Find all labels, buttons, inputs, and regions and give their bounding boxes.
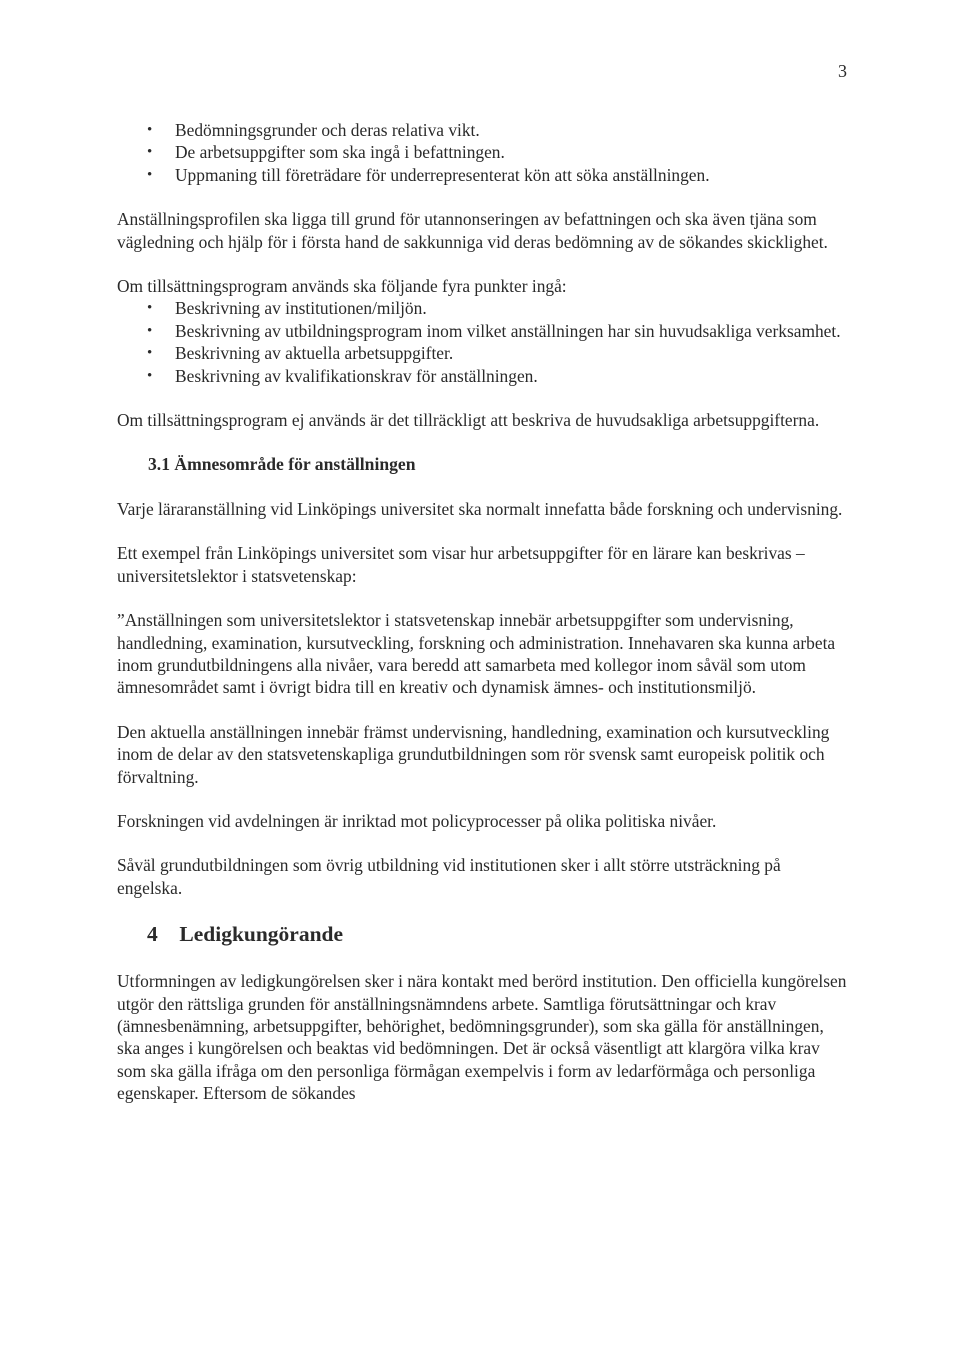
bullet-list-program: [117, 297, 847, 387]
list-item: • Beskrivning av aktuella arbetsuppgifter.: [117, 342, 847, 364]
paragraph-no-program: Om tillsättningsprogram ej används är det tillräckligt att beskriva de huvudsakliga arbetsuppgifterna.: [117, 410, 820, 431]
section-title: Ämnesområde för anställningen: [174, 454, 416, 475]
list-item: • Uppmaning till företrädare för underrepresenterat kön att söka anställningen.: [117, 164, 847, 186]
list-item: • Bedömningsgrunder och deras relativa vikt.: [117, 119, 847, 141]
section-number: 3.1: [148, 454, 170, 475]
list-item: • De arbetsuppgifter som ska ingå i befattningen.: [117, 141, 847, 163]
paragraph-program-intro: Om tillsättningsprogram används ska följande fyra punkter ingå:: [117, 276, 567, 297]
paragraph-profile: Anställningsprofilen ska ligga till grund för utannonseringen av befattningen och ska även tjäna som vägledning och hjälp för i första hand de sakkunniga vid deras bedömning av de sökandes skicklighet.: [117, 209, 828, 252]
section-heading-4: [117, 920, 847, 948]
paragraph-example-intro: Ett exempel från Linköpings universitet som visar hur arbetsuppgifter för en lärare kan beskrivas – universitetslektor i statsvetenskap:: [117, 543, 805, 586]
paragraph-announcement: Utformningen av ledigkungörelsen sker i nära kontakt med berörd institution. Den officiella kungörelsen utgör den rättsliga grunden för anställningsnämndens arbete. Samtliga förutsättningar och krav (ämnesbenämning, arbetsuppgifter, behörighet, bedömningsgrunder), som ska gälla för anställningen, ska anges i kungörelsen och beaktas vid bedömningen. Det är också väsentligt att klargöra vilka krav som ska gälla ifråga om den personliga förmågan exempelvis i form av ledarförmåga och personliga egenskaper. Eftersom de sökandes: [117, 971, 847, 1104]
paragraph-every-position: Varje läraranställning vid Linköpings universitet ska normalt innefatta både forskning och undervisning.: [117, 498, 843, 519]
bullet-list-criteria: [117, 119, 847, 186]
page-number: 3: [838, 61, 847, 81]
list-item: • Beskrivning av utbildningsprogram inom vilket anställningen har sin huvudsakliga verksamhet.: [117, 320, 847, 342]
paragraph-english: Såväl grundutbildningen som övrig utbildning vid institutionen sker i allt större utsträckning på engelska.: [117, 855, 781, 898]
document-body: [117, 119, 847, 1105]
section-title: Ledigkungörande: [179, 922, 344, 947]
paragraph-current-position: Den aktuella anställningen innebär främst undervisning, handledning, examination och kursutveckling inom de delar av den statsvetenskapliga grundutbildningen som rör svensk samt europeisk politik och förvaltning.: [117, 721, 830, 787]
paragraph-quote: ”Anställningen som universitetslektor i statsvetenskap innebär arbetsuppgifter som undervisning, handledning, examination, kursutveckling, forskning och administration. Innehavaren ska kunna arbeta inom grundutbildningens alla nivåer, vara beredd att samarbeta med kollegor inom såväl som utom ämnesområdet samt i övrigt bidra till en kreativ och dynamisk ämnes- och institutionsmiljö.: [117, 610, 836, 698]
section-heading-3-1: [117, 453, 847, 475]
list-item: • Beskrivning av kvalifikationskrav för anställningen.: [117, 365, 847, 387]
list-item: • Beskrivning av institutionen/miljön.: [117, 297, 847, 319]
paragraph-research: Forskningen vid avdelningen är inriktad mot policyprocesser på olika politiska nivåer.: [117, 810, 717, 831]
section-number: 4: [147, 922, 158, 947]
